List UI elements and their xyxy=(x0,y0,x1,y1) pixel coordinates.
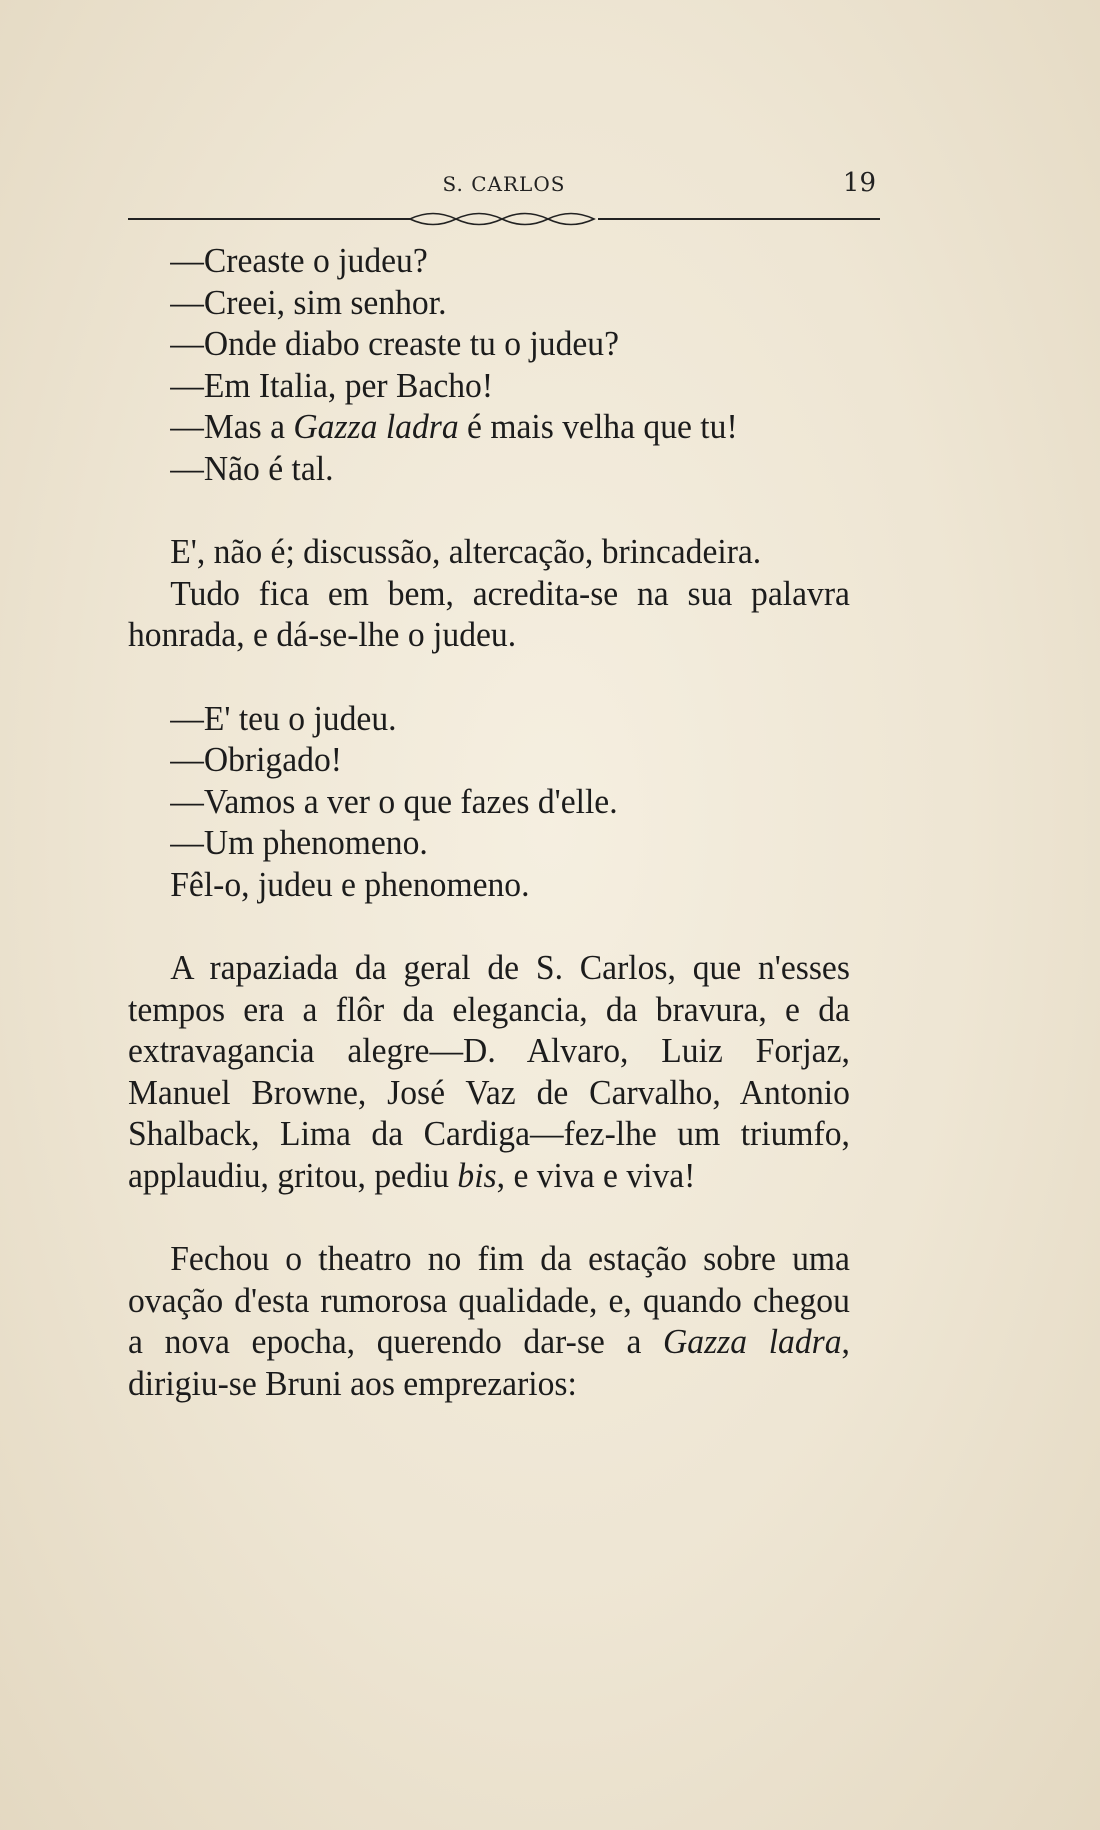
paragraph-text: , e viva e viva! xyxy=(496,1155,696,1195)
dialogue-line: —Creei, sim senhor. xyxy=(170,282,447,322)
dialogue-line: —Em Italia, per Bacho! xyxy=(170,365,494,405)
header-rule-ornament xyxy=(128,204,880,234)
dialogue-line xyxy=(128,406,850,448)
dialogue-line: —Não é tal. xyxy=(170,448,334,488)
paragraph xyxy=(128,1238,850,1404)
italic-title: Gazza ladra xyxy=(293,407,459,446)
body-text xyxy=(128,240,850,1404)
page-number: 19 xyxy=(842,168,876,198)
paragraph xyxy=(128,947,850,1196)
paragraph-gap xyxy=(128,1196,850,1238)
dialogue-line: —E' teu o judeu. xyxy=(170,698,397,738)
paragraph-text: Tudo fica em bem, acredita-se na sua palavra honrada, e dá-se-lhe o judeu. xyxy=(128,573,850,654)
dialogue-line: —Onde diabo creaste tu o judeu? xyxy=(170,324,620,363)
paragraph-gap xyxy=(128,656,850,698)
page-header xyxy=(128,168,880,204)
paragraph-gap xyxy=(128,489,850,531)
dialogue-line: Fêl-o, judeu e phenomeno. xyxy=(170,864,530,904)
paragraph-text: Fechou o theatro no fim da estação sobre uma ovação d'esta rumorosa qualidade, e, quando chegou a nova epocha, querendo dar-se a xyxy=(128,1239,850,1361)
paragraph-text: E', não é; discussão, altercação, brincadeira. xyxy=(170,532,762,571)
paragraph xyxy=(128,531,850,573)
running-title: S. CARLOS xyxy=(442,172,566,196)
dialogue-line: —Obrigado! xyxy=(170,740,342,779)
paragraph-text: A rapaziada da geral de S. Carlos, que n'esses tempos era a flôr da elegancia, da bravura, e da extravagancia alegre—D. Alvaro, Luiz Forjaz, Manuel Browne, José Vaz de Carvalho, Antonio Shalback, Lima da Cardiga—fez-lhe um triumfo, applaudiu, gritou, pediu xyxy=(128,948,850,1195)
dialogue-line: —Um phenomeno. xyxy=(170,823,428,862)
paragraph xyxy=(128,573,850,656)
dialogue-text: —Mas a xyxy=(170,407,294,446)
paragraph-text: , dirigiu-se Bruni aos emprezarios: xyxy=(128,1322,850,1403)
dialogue-line: —Vamos a ver o que fazes d'elle. xyxy=(170,781,618,821)
italic-title: Gazza ladra xyxy=(663,1322,842,1361)
dialogue-text: é mais velha que tu! xyxy=(458,407,738,446)
italic-word: bis xyxy=(457,1155,497,1195)
dialogue-line: —Creaste o judeu? xyxy=(170,241,428,280)
paragraph-gap xyxy=(128,905,850,947)
